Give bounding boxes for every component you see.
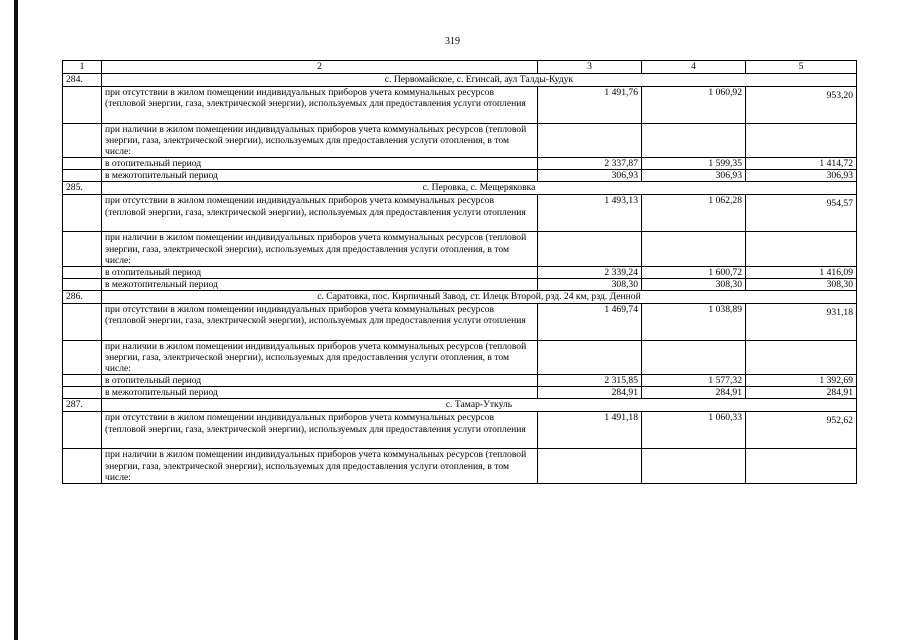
- row-number: 287.: [63, 399, 102, 412]
- value-cell: 1 600,72: [642, 266, 746, 278]
- row-description: в отопительный период: [102, 266, 538, 278]
- row-description: в отопительный период: [102, 158, 538, 170]
- row-description: при наличии в жилом помещении индивидуальных приборов учета коммунальных ресурсов (тепловой энергии, газа, электрической энергии), используемых для предоставления услуги отопления, в том числе:: [102, 124, 538, 158]
- page-number: 319: [445, 36, 460, 47]
- value-cell: 1 060,92: [642, 87, 746, 124]
- table-row: [63, 87, 857, 124]
- location-name: с. Первомайское, с. Егинсай, аул Талды-Кудук: [102, 74, 857, 87]
- value-cell: 1 392,69: [746, 375, 857, 387]
- location-row: [63, 182, 857, 195]
- table-row: [63, 340, 857, 374]
- value-cell: 952,62: [746, 412, 857, 449]
- table-row: [63, 124, 857, 158]
- location-row: [63, 74, 857, 87]
- row-description: в межотопительный период: [102, 387, 538, 399]
- value-cell: 1 577,32: [642, 375, 746, 387]
- value-cell: 308,30: [642, 278, 746, 290]
- row-description: при отсутствии в жилом помещении индивидуальных приборов учета коммунальных ресурсов (тепловой энергии, газа, электрической энергии), используемых для предоставления услуги отопления: [102, 87, 538, 124]
- table-row: [63, 375, 857, 387]
- value-cell: 308,30: [538, 278, 642, 290]
- row-number: 285.: [63, 182, 102, 195]
- value-cell: 931,18: [746, 303, 857, 340]
- table-row: [63, 232, 857, 266]
- table-row: [63, 170, 857, 182]
- table-row: [63, 278, 857, 290]
- value-cell: 306,93: [538, 170, 642, 182]
- row-number: 286.: [63, 290, 102, 303]
- value-cell: 1 491,76: [538, 87, 642, 124]
- value-cell: 306,93: [642, 170, 746, 182]
- location-name: с. Тамар-Уткуль: [102, 399, 857, 412]
- value-cell: 284,91: [538, 387, 642, 399]
- value-cell: 1 038,89: [642, 303, 746, 340]
- row-description: при отсутствии в жилом помещении индивидуальных приборов учета коммунальных ресурсов (тепловой энергии, газа, электрической энергии), используемых для предоставления услуги отопления: [102, 195, 538, 232]
- column-header: 1: [63, 61, 102, 74]
- value-cell: 1 491,18: [538, 412, 642, 449]
- value-cell: 2 337,87: [538, 158, 642, 170]
- location-row: [63, 399, 857, 412]
- value-cell: 1 416,09: [746, 266, 857, 278]
- location-name: с. Перовка, с. Мещеряковка: [102, 182, 857, 195]
- value-cell: 1 414,72: [746, 158, 857, 170]
- row-description: в отопительный период: [102, 375, 538, 387]
- value-cell: 1 469,74: [538, 303, 642, 340]
- column-header: 2: [102, 61, 538, 74]
- row-description: в межотопительный период: [102, 278, 538, 290]
- value-cell: 308,30: [746, 278, 857, 290]
- value-cell: 954,57: [746, 195, 857, 232]
- row-description: при наличии в жилом помещении индивидуальных приборов учета коммунальных ресурсов (тепловой энергии, газа, электрической энергии), используемых для предоставления услуги отопления, в том числе:: [102, 232, 538, 266]
- table-row: [63, 303, 857, 340]
- value-cell: 1 060,33: [642, 412, 746, 449]
- column-header: 5: [746, 61, 857, 74]
- row-description: при наличии в жилом помещении индивидуальных приборов учета коммунальных ресурсов (тепловой энергии, газа, электрической энергии), используемых для предоставления услуги отопления, в том числе:: [102, 340, 538, 374]
- column-header: 4: [642, 61, 746, 74]
- location-row: [63, 290, 857, 303]
- value-cell: 306,93: [746, 170, 857, 182]
- row-description: при отсутствии в жилом помещении индивидуальных приборов учета коммунальных ресурсов (тепловой энергии, газа, электрической энергии), используемых для предоставления услуги отопления: [102, 412, 538, 449]
- value-cell: 1 599,35: [642, 158, 746, 170]
- value-cell: 1 493,13: [538, 195, 642, 232]
- value-cell: 284,91: [642, 387, 746, 399]
- table-row: [63, 412, 857, 449]
- column-header: 3: [538, 61, 642, 74]
- value-cell: 284,91: [746, 387, 857, 399]
- tariff-table: [62, 60, 857, 484]
- value-cell: 2 315,85: [538, 375, 642, 387]
- table-header-row: [63, 61, 857, 74]
- value-cell: 1 062,28: [642, 195, 746, 232]
- location-name: с. Саратовка, пос. Кирпичный Завод, ст. Илецк Второй, рзд. 24 км, рзд. Денной: [102, 290, 857, 303]
- table-row: [63, 195, 857, 232]
- row-description: при наличии в жилом помещении индивидуальных приборов учета коммунальных ресурсов (тепловой энергии, газа, электрической энергии), используемых для предоставления услуги отопления, в том числе:: [102, 449, 538, 483]
- table-row: [63, 158, 857, 170]
- scan-edge-bar: [14, 0, 18, 640]
- row-description: при отсутствии в жилом помещении индивидуальных приборов учета коммунальных ресурсов (тепловой энергии, газа, электрической энергии), используемых для предоставления услуги отопления: [102, 303, 538, 340]
- value-cell: 953,20: [746, 87, 857, 124]
- row-description: в межотопительный период: [102, 170, 538, 182]
- table-row: [63, 387, 857, 399]
- table-row: [63, 266, 857, 278]
- table-row: [63, 449, 857, 483]
- row-number: 284.: [63, 74, 102, 87]
- value-cell: 2 339,24: [538, 266, 642, 278]
